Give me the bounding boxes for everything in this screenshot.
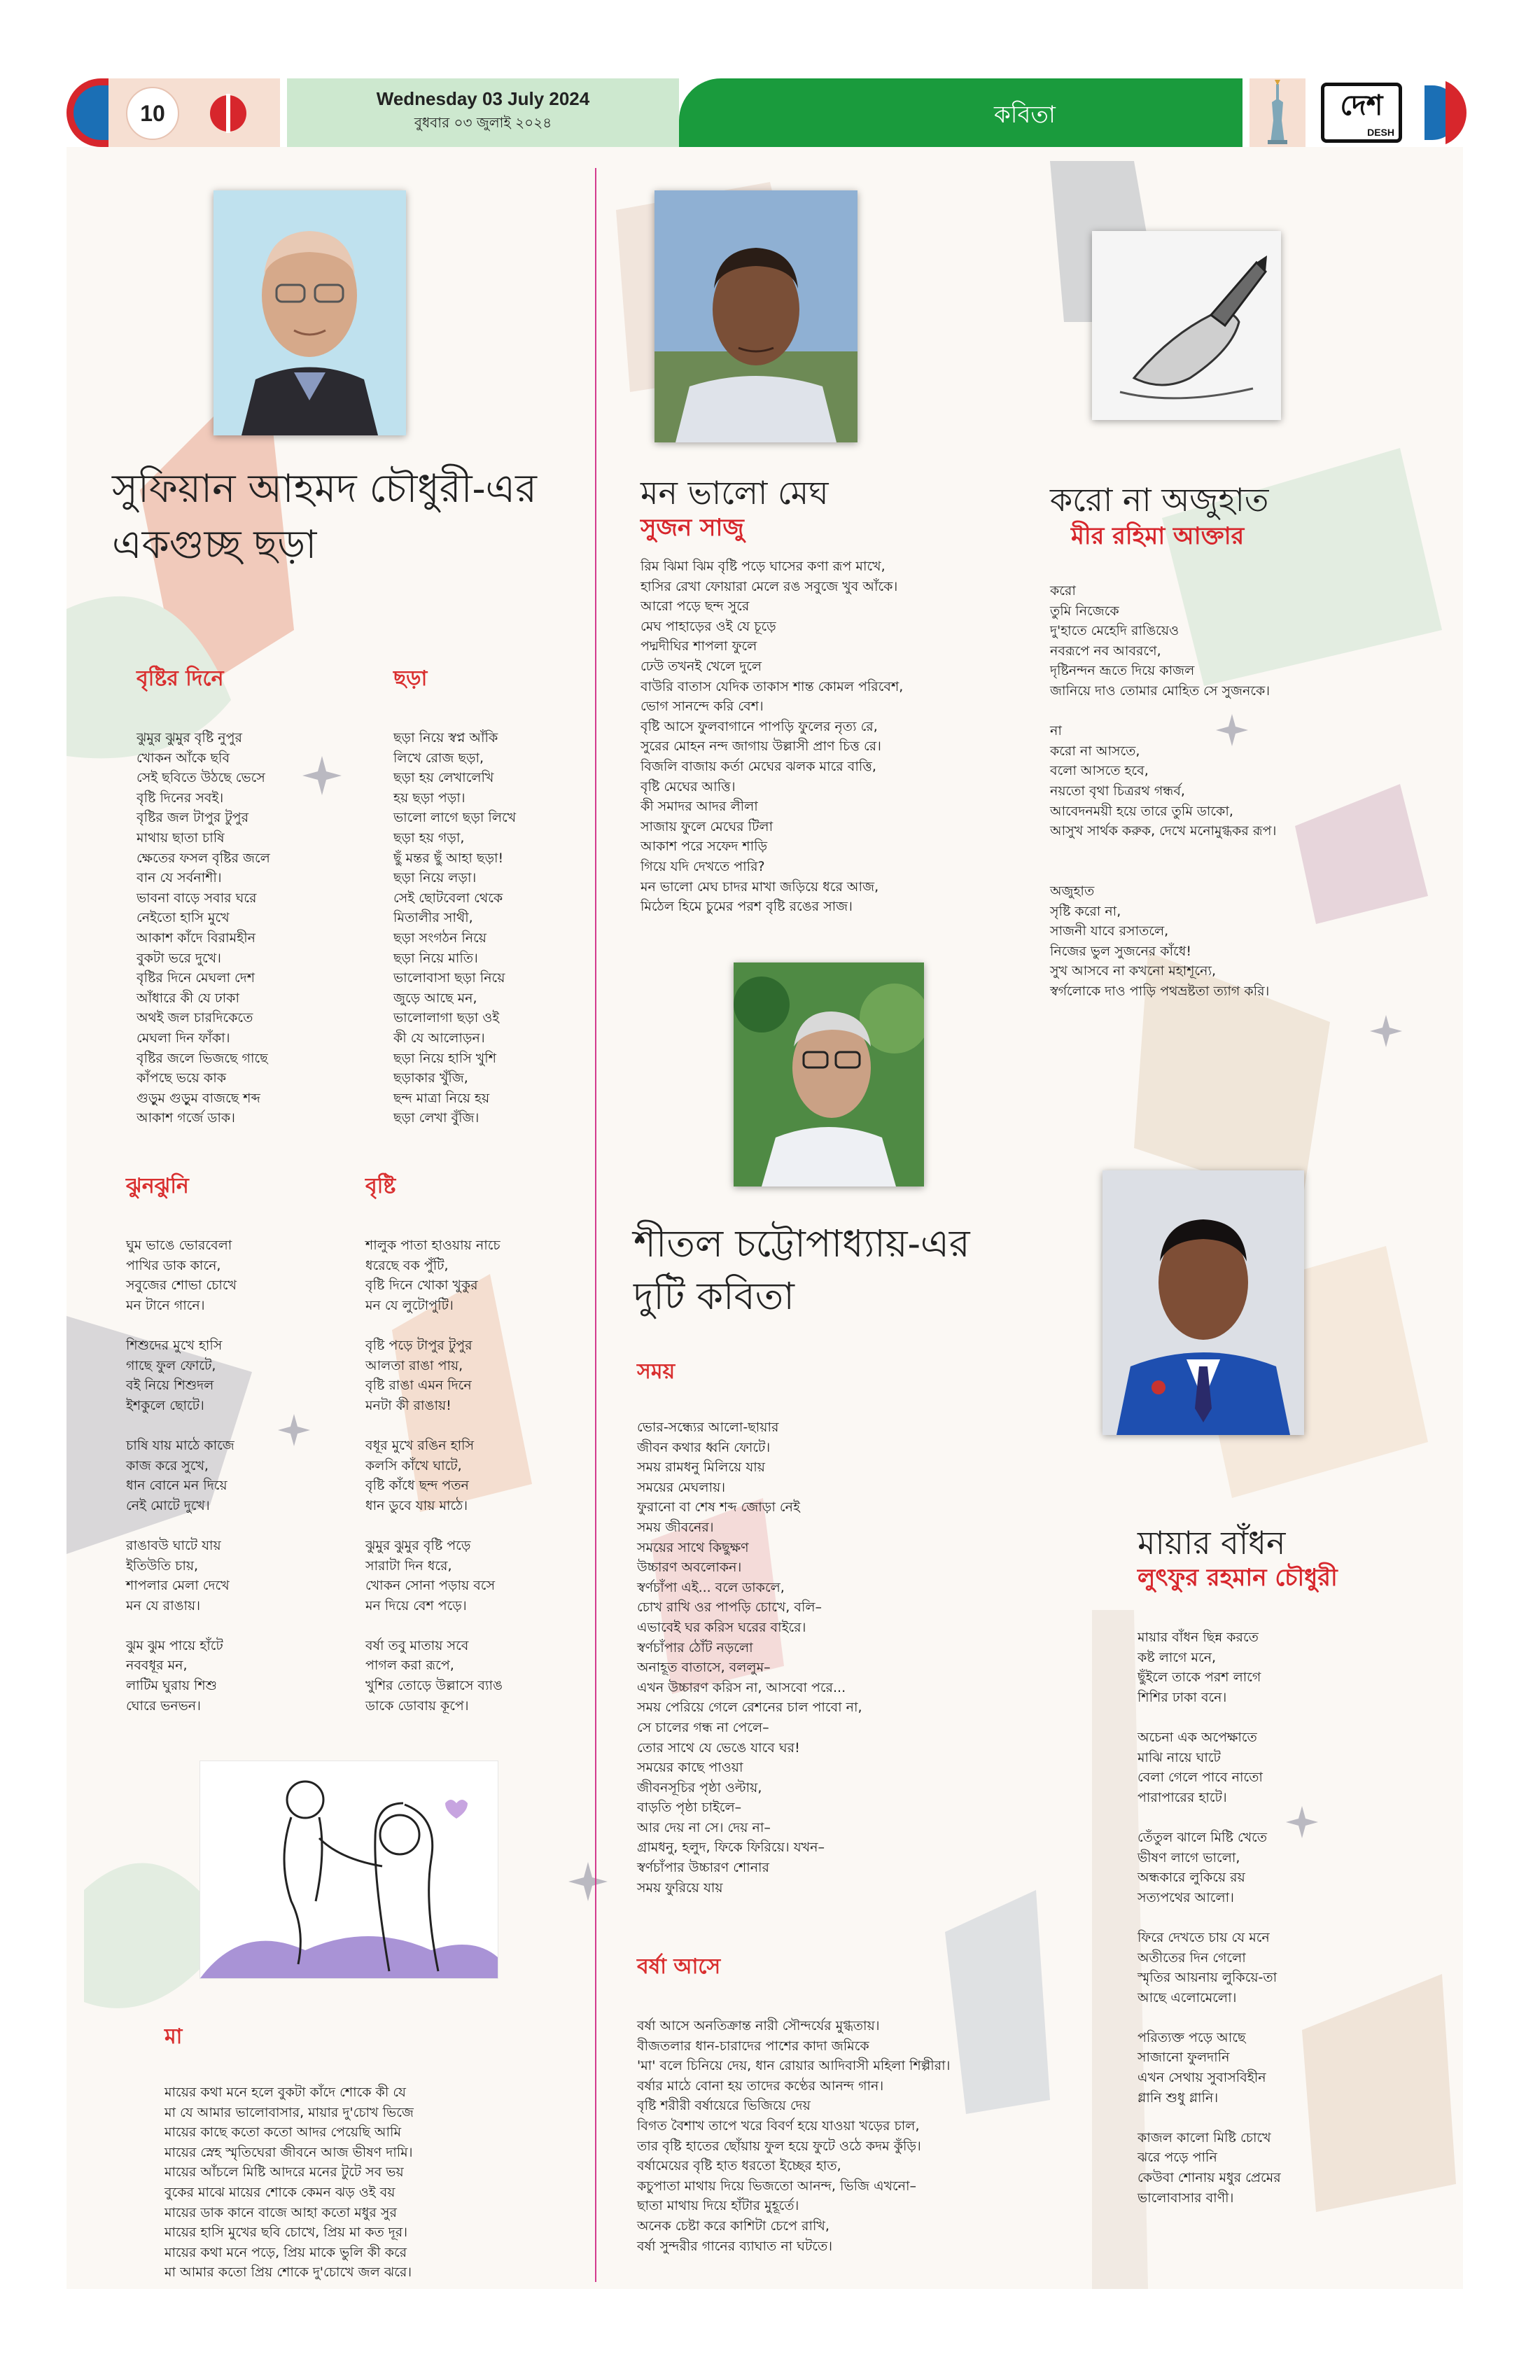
col3-poem-title: করো না অজুহাত (1050, 481, 1269, 519)
col1-title-line2: একগুচ্ছ ছড়া (112, 522, 317, 568)
brand-bengali: দেশ (1340, 90, 1383, 122)
col3-poem2-title: মায়ার বাঁধন (1138, 1524, 1286, 1562)
poem-title-brishtir-dine: বৃষ্টির দিনে (136, 666, 224, 691)
poem-title-borsha-ashe: বর্ষা আসে (637, 1954, 721, 1979)
poem-body-somoy: ভোর-সন্ধ্যের আলো-ছায়ার জীবন কথার ধ্বনি ফোটে। সময় রামধনু মিলিয়ে যায় সময়ের মেঘলায়। ফুরানো বা শেষ শব্দ জোড়া নেই সময় জীবনের। সময়ের সাথে কিছুক্ষণ উচ্চারণ অবলোকন। স্বর্ণচাঁপা এই... বলে ডাকলে, চোখ রাখি ওর পাপড়ি চোখে, বলি– এভাবেই ঘর করিস ঘরের বাইরে। স্বর্ণচাঁপার ঠোঁট নড়লো অনাহূত বাতাসে, বললুম– এখন উচ্চারণ করিস না, আসবো পরে... সময় পেরিয়ে গেলে রেশনের চাল পাবো না, সে চালের গন্ধ না পেলে– তোর সাথে যে ভেঙে যাবে ঘর! সময়ের কাছে পাওয়া জীবনসূচির পৃষ্ঠা ওল্টায়, বাড়তি পৃষ্ঠা চাইলে– আর দেয় না সে। দেয় না– গ্রামধনু, হলুদ, ফিকে ফিরিয়ে। যখন– স্বর্ণচাঁপার উচ্চারণ শোনার সময় ফুরিয়ে যায় (637, 1420, 862, 1896)
brand-logo (1321, 83, 1402, 143)
header-bar (66, 78, 1466, 147)
poem-body-brishtir-dine: ঝুমুর ঝুমুর বৃষ্টি নুপুর খোকন আঁকে ছবি সেই ছবিতে উঠছে ভেসে বৃষ্টি দিনের সবই। বৃষ্টির জল টাপুর টুপুর মাথায় ছাতা চাষি ক্ষেতের ফসল বৃষ্টির জলে বান যে সর্বনাশী। ভাবনা বাড়ে সবার ঘরে নেইতো হাসি মুখে আকাশ কাঁদে বিরামহীন বুকটা ভরে দুখে। বৃষ্টির দিনে মেঘলা দেশ আঁধারে কী যে ঢাকা অথই জল চারদিকেতে মেঘলা দিন ফাঁকা। বৃষ্টির জলে ভিজছে গাছে কাঁপছে ভয়ে কাক গুড়ুম গুড়ুম বাজছে শব্দ আকাশ গর্জে ডাক। (136, 730, 270, 1126)
poem-body-ma: মায়ের কথা মনে হলে বুকটা কাঁদে শোকে কী যে মা যে আমার ভালোবাসার, মায়ার দু'চোখ ভিজে মায়ের কাছে কতো কতো আদর পেয়েছি আমি মায়ের স্নেহ স্মৃতিঘেরা জীবনে আজ ভীষণ দামি। মায়ের আঁচলে মিষ্টি আদরে মনের টুটে সব ভয় বুকের মাঝে মায়ের শোকে কেমন ঝড় ওই বয় মায়ের ডাক কানে বাজে আহা কতো মধুর সুর মায়ের হাসি মুখের ছবি চোখে, প্রিয় মা কত দূর। মায়ের কথা মনে পড়ে, প্রিয় মাকে ভুলি কী করে মা আমার কতো প্রিয় শোকে দু'চোখে জল ঝরে। (164, 2085, 414, 2281)
poem-body-jhunjhuni: ঘুম ভাঙে ভোরবেলা পাখির ডাক কানে, সবুজের শোভা চোখে মন টানে গানে। শিশুদের মুখে হাসি গাছে ফুল ফোটে, বই নিয়ে শিশুদল ইশকুলে ছোটে। চাষি যায় মাঠে কাজে কাজ করে সুখে, ধান বোনে মন দিয়ে নেই মোটে দুখে। রাঙাবউ ঘাটে যায় ইতিউতি চায়, শাপলার মেলা দেখে মন যে রাঙায়। ঝুম ঝুম পায়ে হাঁটে নববধূর মন, লাটিম ঘুরায় শিশু ঘোরে ভনভন। (126, 1238, 237, 1714)
poem-body-chhora: ছড়া নিয়ে স্বপ্ন আঁকি লিখে রোজ ছড়া, ছড়া হয় লেখালেখি হয় ছড়া পড়া। ভালো লাগে ছড়া লিখে ছড়া হয় গড়া, ছুঁ মন্তর ছুঁ আহা ছড়া! ছড়া নিয়ে লড়া। সেই ছোটবেলা থেকে মিতালীর সাথী, ছড়া সংগঠন নিয়ে ছড়া নিয়ে মাতি। ভালোবাসা ছড়া নিয়ে জুড়ে আছে মন, ভালোলাগা ছড়া ওই কী যে আলোড়ন। ছড়া নিয়ে হাসি খুশি ছড়াকার খুঁজি, ছন্দ মাত্রা নিয়ে হয় ছড়া লেখা বুঁজি। (393, 730, 517, 1126)
poem-title-chhora: ছড়া (393, 666, 428, 691)
mother-child-illustration (200, 1760, 498, 1979)
photo-sujon-saju (654, 190, 858, 442)
col3-poem-author: মীর রহিমা আক্তার (1071, 522, 1245, 550)
col2-poem-body: রিম ঝিমা ঝিম বৃষ্টি পড়ে ঘাসের কণা রূপ মাখে, হাসির রেখা ফোয়ারা মেলে রঙ সবুজে খুব আঁকে। আরো পড়ে ছন্দ সুরে মেঘ পাহাড়ের ওই যে চূড়ে পদ্মদীঘির শাপলা ফুলে ঢেউ তখনই খেলে দুলে বাউরি বাতাস যেদিক তাকাস শান্ত কোমল পরিবেশ, ভোগ সানন্দে করি বেশ। বৃষ্টি আসে ফুলবাগানে পাপড়ি ফুলের নৃত্য রে, সুরের মোহন নন্দ জাগায় উল্লাসী প্রাণ চিত্ত রে। বিজলি বাজায় কর্তা মেঘের ঝলক মারে বাত্তি, বৃষ্টি মেঘের আত্তি। কী সমাদর আদর লীলা সাজায় ফুলে মেঘের টিলা আকাশ পরে সফেদ শাড়ি গিয়ে যদি দেখতে পারি? মন ভালো মেঘ চাদর মাখা জড়িয়ে ধরে আজ, মিঠেল হিমে চুমের পরশ বৃষ্টি রঙের সাজ। (640, 559, 904, 915)
photo-lutfur (1102, 1170, 1304, 1435)
poem-title-brishti: বৃষ্টি (365, 1174, 396, 1198)
brand-box (1312, 78, 1410, 147)
col2-title2-line1: শীতল চট্টোপাধ্যায়-এর (634, 1222, 970, 1266)
header-red-mark-line (226, 94, 230, 133)
statue-icon (1250, 78, 1306, 147)
col3-poem2-author: লুৎফুর রহমান চৌধুরী (1138, 1564, 1338, 1592)
col2-poem-author: সুজন সাজু (640, 514, 744, 542)
date-bengali: বুধবার ০৩ জুলাই ২০২৪ (414, 114, 552, 131)
section-bar (679, 78, 1242, 147)
photo-sufian (214, 190, 406, 435)
section-title: কবিতা (994, 101, 1056, 129)
photo-shitol (734, 962, 924, 1186)
liberty-box (1250, 78, 1306, 147)
date-box (287, 78, 679, 147)
poem-title-jhunjhuni: ঝুনঝুনি (126, 1174, 189, 1198)
col2-poem-title: মন ভালো মেঘ (640, 474, 829, 512)
col3-poem-body: করো তুমি নিজেকে দু'হাতে মেহেদি রাঙিয়েও নবরূপে নব আবরণে, দৃষ্টিনন্দন ভ্রূতে দিয়ে কাজল জানিয়ে দাও তোমার মোহিত সে সুজনকে। না করো না আসতে, বলো আসতে হবে, নয়তো বৃথা চিত্ররথ গন্ধর্ব, আবেদনময়ী হয়ে তারে তুমি ডাকো, আসুখ সার্থক করুক, দেখে মনোমুগ্ধকর রূপ। অজুহাত সৃষ্টি করো না, সাজনী যাবে রসাতলে, নিজের ভুল সুজনের কাঁধে! সুখ আসবে না কখনো মহাশূন্যে, স্বর্গলোকে দাও পাড়ি পথভ্রষ্টতা ত্যাগ করি। (1050, 583, 1277, 999)
poem-title-somoy: সময় (637, 1359, 676, 1384)
page-number-circle (126, 87, 179, 140)
col3-poem2-body: মায়ার বাঁধন ছিন্ন করতে কষ্ট লাগে মনে, ছুঁইলে তাকে পরশ লাগে শিশির ঢাকা বনে। অচেনা এক অপেক্ষাতে মাঝি নায়ে ঘাটে বেলা গেলে পাবে নাতো পারাপারের হাটে। তেঁতুল ঝালে মিষ্টি খেতে ভীষণ লাগে ভালো, অন্ধকারে লুকিয়ে রয় সত্যপথের আলো। ফিরে দেখতে চায় যে মনে অতীতের দিন গেলো স্মৃতির আয়নায় লুকিয়ে-তা আছে এলোমেলো। পরিত্যক্ত পড়ে আছে সাজানো ফুলদানি এখন সেথায় সুবাসবিহীন গ্লানি শুধু গ্লানি। কাজল কালো মিষ্টি চোখে ঝরে পড়ে পানি কেউবা শোনায় মধুর প্রেমের ভালোবাসার বাণী। (1138, 1630, 1281, 2206)
date-english: Wednesday 03 July 2024 (376, 88, 590, 109)
col2-title2-line2: দুটি কবিতা (634, 1274, 794, 1318)
poem-body-brishti: শালুক পাতা হাওয়ায় নাচে ধরেছে বক পুঁটি, বৃষ্টি দিনে খোকা খুকুর মন যে লুটোপুটি। বৃষ্টি পড়ে টাপুর টুপুর আলতা রাঙা পায়, বৃষ্টি রাঙা এমন দিনে মনটা কী রাঙায়! বধূর মুখে রঙিন হাসি কলসি কাঁখে ঘাটে, বৃষ্টি কাঁধে ছন্দ পতন ধান ডুবে যায় মাঠে। ঝুমুর ঝুমুর বৃষ্টি পড়ে সারাটা দিন ধরে, খোকন সোনা পড়ায় বসে মন দিয়ে বেশ পড়ে। বর্ষা তবু মাতায় সবে পাগল করা রূপে, খুশির তোড়ে উল্লাসে ব্যাঙ ডাকে ডোবায় কূপে। (365, 1238, 503, 1714)
col1-title-line1: সুফিয়ান আহমদ চৌধুরী-এর (112, 466, 537, 512)
poem-body-borsha-ashe: বর্ষা আসে অনতিক্রান্ত নারী সৌন্দর্যের মুগ্ধতায়। বীজতলার ধান-চারাদের পাশের কাদা জমিকে 'মা' বলে চিনিয়ে দেয়, ধান রোয়ার আদিবাসী মহিলা শিল্পীরা। বর্ষার মাঠে বোনা হয় তাদের কণ্ঠের আনন্দ গান। বৃষ্টি শরীরী বর্ষায়েরে ভিজিয়ে দেয় বিগত বৈশাখ তাপে খরে বিবর্ণ হয়ে যাওয়া খড়ের চাল, তার বৃষ্টি হাতের ছোঁয়ায় ফুল হয়ে ফুটে ওঠে কদম কুঁড়ি। বর্ষামেয়ের বৃষ্টি হাত ধরতো ইচ্ছের হাত, কচুপাতা মাথায় দিয়ে ভিজতো আনন্দ, ভিজি এখনো– ছাতা মাথায় দিয়ে হাঁটার মুহূর্তে। অনেক চেষ্টা করে কাশিটা চেপে রাখি, বর্ষা সুন্দরীর গানের ব্যাঘাত না ঘটতে। (637, 2018, 951, 2254)
page-number: 10 (140, 100, 165, 126)
poem-title-ma: মা (164, 2024, 183, 2049)
column-divider (595, 168, 596, 2282)
brand-english: DESH (1367, 127, 1394, 138)
pen-illustration (1092, 231, 1281, 420)
